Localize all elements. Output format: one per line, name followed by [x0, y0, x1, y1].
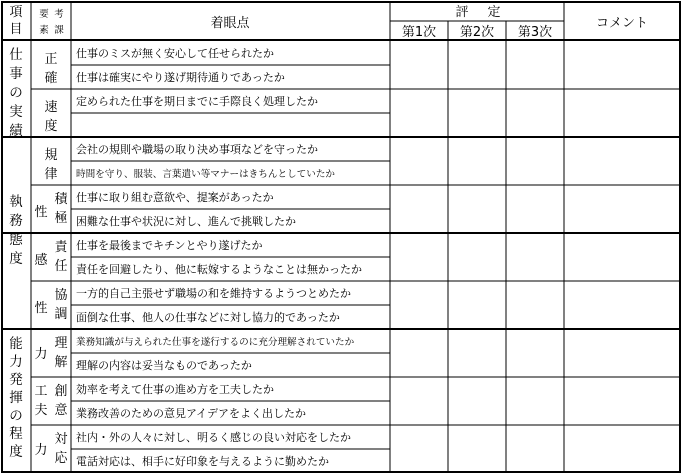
element-discipline: 律 [44, 167, 58, 182]
header-item-char-2: 目 [9, 22, 23, 37]
element-responsibility: 任 [54, 259, 68, 274]
category-char: 績 [9, 123, 23, 139]
element-response: 対 [54, 432, 68, 447]
header-factor-char: 要 [39, 9, 49, 20]
header-factor-char: 素 [39, 25, 49, 36]
rating-3rd-cell[interactable] [507, 41, 563, 88]
outer-label: 夫 [34, 403, 48, 418]
outer-label: 感 [34, 253, 48, 268]
outer-label: 性 [34, 301, 48, 316]
element-response: 応 [54, 451, 68, 466]
category-char: 事 [9, 66, 23, 82]
viewpoint-item: 効率を考えて仕事の進め方を工夫したか [76, 383, 274, 396]
category-performance [9, 47, 24, 139]
viewpoint-item: 定められた仕事を期日までに手際良く処理したか [76, 95, 318, 108]
category-char: の [9, 85, 23, 101]
header-factor-char: 考 [54, 9, 64, 20]
category-char: 度 [9, 444, 23, 460]
element-understanding: 理 [54, 336, 68, 351]
viewpoint-item: 仕事は確実にやり遂げ期待通りであったか [76, 71, 285, 84]
category-char: の [9, 408, 23, 424]
outer-label: 力 [34, 347, 48, 362]
element-responsibility: 責 [54, 240, 68, 255]
category-char: 発 [9, 372, 23, 388]
category-char: 執 [9, 194, 23, 210]
header-rating-char-2: 定 [487, 5, 501, 20]
viewpoint-item: 業務知識が与えられた仕事を遂行するのに充分理解されていたか [76, 337, 355, 348]
element-positivity: 積 [54, 192, 68, 207]
category-char: 務 [9, 213, 23, 229]
viewpoint-item: 責任を回避したり、他に転嫁するようなことは無かったか [76, 263, 362, 276]
category-char: 仕 [9, 47, 23, 63]
outer-label: 力 [34, 443, 48, 458]
element-understanding: 解 [54, 355, 68, 370]
element-cooperation: 協 [54, 288, 68, 303]
header-viewpoint: 着眼点 [210, 16, 250, 31]
category-char: 能 [9, 336, 23, 352]
viewpoint-item: 時間を守り、服装、言葉遣い等マナーはきちんとしていたか [76, 169, 336, 180]
viewpoint-item: 会社の規則や職場の取り決め事項などを守ったか [76, 143, 318, 156]
viewpoint-item: 社内・外の人々に対し、明るく感じの良い対応をしたか [76, 431, 351, 444]
viewpoint-item: 業務改善のための意見アイデアをよく出したか [76, 407, 307, 420]
viewpoint-item: 理解の内容は妥当なものであったか [76, 359, 252, 372]
comment-cell[interactable] [565, 41, 679, 88]
element-discipline: 規 [44, 148, 58, 163]
category-char: 揮 [9, 390, 23, 406]
element-positivity: 極 [54, 211, 68, 226]
viewpoint-item: 一方的自己主張せず職場の和を維持するようつとめたか [76, 287, 351, 300]
viewpoint-item: 仕事のミスが無く安心して任せられたか [76, 47, 274, 60]
header-rating-1: 第1次 [401, 25, 437, 40]
outer-label: 性 [34, 205, 48, 220]
outer-label: 工 [34, 384, 48, 399]
category-char: 程 [9, 426, 23, 442]
element-accuracy: 正 [44, 52, 58, 67]
header-comment: コメント [595, 16, 649, 31]
element-speed: 速 [44, 100, 58, 115]
category-char: 実 [9, 104, 23, 120]
element-speed: 度 [44, 119, 58, 134]
element-creativity: 意 [54, 403, 68, 418]
category-char: 力 [9, 354, 23, 370]
element-accuracy: 確 [44, 71, 58, 86]
viewpoint-item: 困難な仕事や状況に対し、進んで挑戦したか [76, 215, 296, 228]
element-cooperation: 調 [54, 307, 68, 322]
category-attitude [9, 193, 23, 267]
category-char: 態 [9, 232, 23, 248]
element-creativity: 創 [54, 384, 68, 399]
rating-1st-cell[interactable] [391, 41, 447, 88]
header-factor-char: 課 [54, 25, 64, 36]
header-rating-3: 第3次 [517, 25, 553, 40]
viewpoint-item: 面倒な仕事、他人の仕事などに対し協力的であったか [76, 311, 340, 324]
viewpoint-item: 仕事に取り組む意欲や、提案があったか [76, 191, 274, 204]
rating-cells[interactable] [391, 41, 679, 88]
category-ability [9, 335, 23, 460]
rating-2nd-cell[interactable] [449, 41, 505, 88]
header-rating-char-1: 評 [455, 5, 469, 20]
header-item-char-1: 項 [9, 5, 23, 20]
viewpoint-item: 電話対応は、相手に好印象を与えるように勤めたか [76, 455, 329, 468]
category-char: 度 [9, 251, 23, 267]
viewpoint-item: 仕事を最後までキチンとやり遂げたか [76, 239, 263, 252]
header-rating-2: 第2次 [459, 25, 495, 40]
